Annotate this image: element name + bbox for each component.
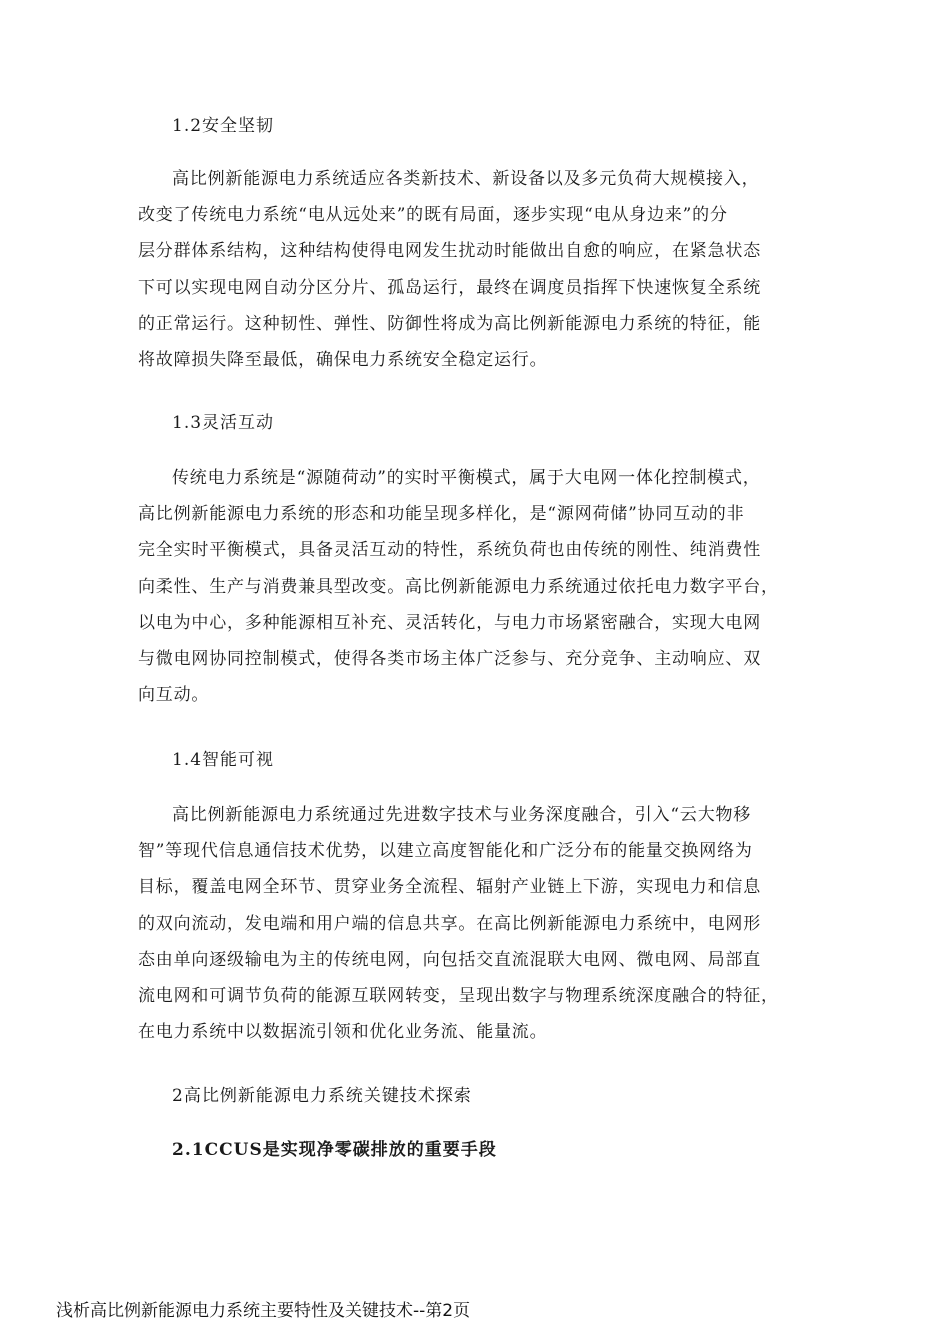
paragraph-line: 向柔性、生产与消费兼具型改变。高比例新能源电力系统通过依托电力数字平台， (138, 576, 779, 597)
paragraph-line: 以电为中心，多种能源相互补充、灵活转化，与电力市场紧密融合，实现大电网 (138, 612, 761, 633)
paragraph-line: 与微电网协同控制模式，使得各类市场主体广泛参与、充分竞争、主动响应、双 (138, 648, 761, 669)
paragraph-line: 态由单向逐级输电为主的传统电网，向包括交直流混联大电网、微电网、局部直 (138, 949, 761, 970)
paragraph-line: 在电力系统中以数据流引领和优化业务流、能量流。 (138, 1022, 548, 1043)
page-footer: 浅析高比例新能源电力系统主要特性及关键技术--第2页 (56, 1301, 471, 1321)
paragraph-line: 智”等现代信息通信技术优势，以建立高度智能化和广泛分布的能量交换网络为 (138, 841, 753, 862)
paragraph-line: 的双向流动，发电端和用户端的信息共享。在高比例新能源电力系统中，电网形 (138, 913, 761, 934)
paragraph-line: 高比例新能源电力系统适应各类新技术、新设备以及多元负荷大规模接入， (172, 169, 760, 189)
paragraph-line: 高比例新能源电力系统通过先进数字技术与业务深度融合，引入“云大物移 (172, 805, 752, 825)
section-heading-1-3: 1.3灵活互动 (172, 413, 275, 433)
section-heading-2: 2高比例新能源电力系统关键技术探索 (172, 1086, 472, 1106)
paragraph-line: 高比例新能源电力系统的形态和功能呈现多样化，是“源网荷储”协同互动的非 (138, 504, 745, 525)
paragraph-line: 将故障损失降至最低，确保电力系统安全稳定运行。 (138, 349, 548, 370)
paragraph-1-4 (138, 797, 828, 1050)
paragraph-line: 流电网和可调节负荷的能源互联网转变，呈现出数字与物理系统深度融合的特征， (138, 985, 779, 1006)
paragraph-line: 目标，覆盖电网全环节、贯穿业务全流程、辐射产业链上下游，实现电力和信息 (138, 877, 761, 898)
paragraph-line: 层分群体系结构，这种结构使得电网发生扰动时能做出自愈的响应，在紧急状态 (138, 241, 761, 262)
paragraph-line: 改变了传统电力系统“电从远处来”的既有局面，逐步实现“电从身边来”的分 (138, 205, 728, 226)
section-heading-1-4: 1.4智能可视 (172, 750, 275, 770)
section-heading-1-2: 1.2安全坚韧 (172, 116, 275, 136)
section-heading-2-1: 2.1CCUS是实现净零碳排放的重要手段 (172, 1140, 497, 1160)
paragraph-line: 下可以实现电网自动分区分片、孤岛运行，最终在调度员指挥下快速恢复全系统 (138, 277, 761, 298)
paragraph-line: 向互动。 (138, 685, 210, 706)
paragraph-1-3 (138, 460, 828, 713)
paragraph-1-2 (138, 161, 828, 378)
paragraph-line: 完全实时平衡模式，具备灵活互动的特性，系统负荷也由传统的刚性、纯消费性 (138, 540, 761, 561)
paragraph-line: 的正常运行。这种韧性、弹性、防御性将成为高比例新能源电力系统的特征，能 (138, 313, 761, 334)
paragraph-line: 传统电力系统是“源随荷动”的实时平衡模式，属于大电网一体化控制模式， (172, 468, 761, 488)
